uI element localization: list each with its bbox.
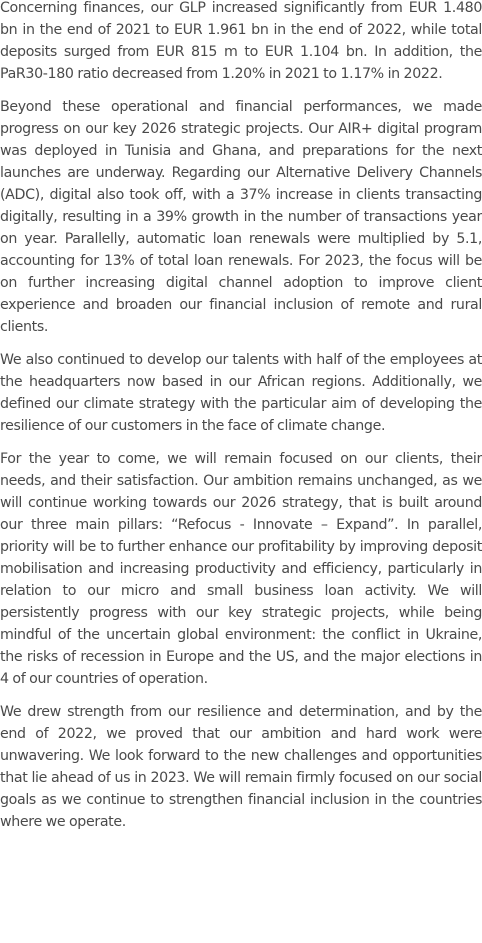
paragraph-talents-climate: We also continued to develop our talents with half of the employees at the headquarters now based in our African regions. Additionally, we defined our climate strategy with the particular aim of developing the resilience of our customers in the face of climate change.: [0, 352, 482, 434]
paragraph-closing: We drew strength from our resilience and determination, and by the end of 2022, we proved that our ambition and hard work were unwavering. We look forward to the new challenges and opportunities that lie ahead of us in 2023. We will remain firmly focused on our social goals as we continue to strengthen financial inclusion in the countries where we operate.: [0, 704, 482, 830]
paragraph-finances: Concerning finances, our GLP increased significantly from EUR 1.480 bn in the end of 2021 to EUR 1.961 bn in the end of 2022, while total deposits surged from EUR 815 m to EUR 1.104 bn. In addition, the PaR30-180 ratio decreased from 1.20% in 2021 to 1.17% in 2022.: [0, 0, 482, 82]
paragraph-strategic-projects: Beyond these operational and financial performances, we made progress on our key 2026 strategic projects. Our AIR+ digital program was deployed in Tunisia and Ghana, and preparations for the next launches are underway. Regarding our Alternative Delivery Channels (ADC), digital also took off, with a 37% increase in clients transacting digitally, resulting in a 39% growth in the number of transactions year on year. Parallelly, automatic loan renewals were multiplied by 5.1, accounting for 13% of total loan renewals. For 2023, the focus will be on further increasing digital channel adoption to improve client experience and broaden our financial inclusion of remote and rural clients.: [0, 99, 482, 335]
paragraph-year-ahead: For the year to come, we will remain focused on our clients, their needs, and their satisfaction. Our ambition remains unchanged, as we will continue working towards our 2026 strategy, that is built around our three main pillars: “Refocus - Innovate – Expand”. In parallel, priority will be to further enhance our profitability by improving deposit mobilisation and increasing productivity and efficiency, particularly in relation to our micro and small business loan activity. We will persistently progress with our key strategic projects, while being mindful of the uncertain global environment: the conflict in Ukraine, the risks of recession in Europe and the US, and the major elections in 4 of our countries of operation.: [0, 451, 482, 687]
